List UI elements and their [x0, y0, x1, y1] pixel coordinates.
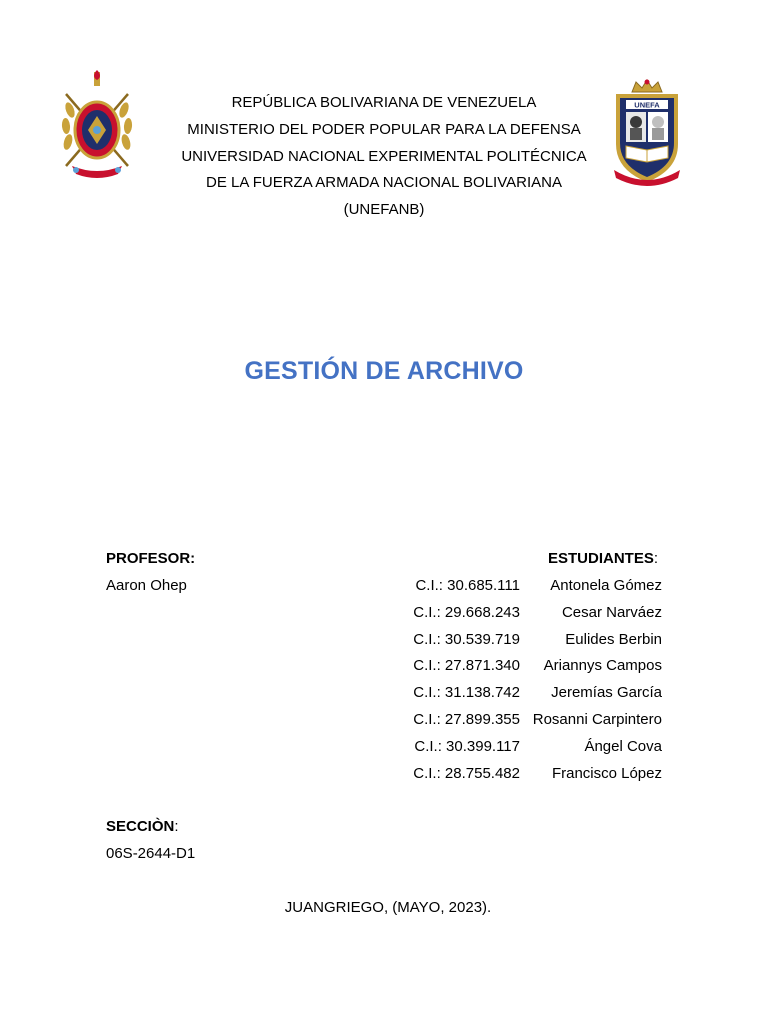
professor-label: PROFESOR: [106, 550, 196, 567]
student-ci: C.I.: 29.668.243 [413, 603, 520, 621]
student-ci: C.I.: 30.539.719 [413, 630, 520, 648]
student-name: Ángel Cova [584, 737, 662, 755]
student-ci: C.I.: 30.685.111 [415, 577, 520, 594]
student-row [380, 604, 662, 631]
document-title: GESTIÓN DE ARCHIVO [244, 357, 524, 385]
student-ci: C.I.: 31.138.742 [413, 684, 520, 702]
student-name: Ariannys Campos [543, 657, 662, 675]
student-ci: C.I.: 27.871.340 [413, 657, 520, 675]
unefa-shield-logo [608, 78, 686, 190]
student-row [380, 631, 662, 658]
student-row [380, 684, 662, 711]
student-row [380, 657, 662, 684]
student-row [380, 711, 662, 738]
institution-header [150, 90, 618, 224]
section-label-text: SECCIÒN [106, 818, 175, 835]
student-row [380, 577, 662, 604]
student-name: Jeremías García [551, 684, 662, 702]
student-ci: C.I.: 28.755.482 [413, 764, 520, 782]
student-ci: C.I.: 27.899.355 [413, 710, 520, 728]
students-label [548, 550, 658, 567]
students-list [380, 577, 662, 791]
student-name: Eulides Berbin [565, 630, 662, 648]
section-code: 06S-2644-D1 [106, 845, 196, 862]
students-label-colon: : [653, 550, 658, 567]
student-row [380, 738, 662, 765]
student-name: Francisco López [551, 764, 662, 782]
place-date-footer: JUANGRIEGO, (MAYO, 2023). [284, 899, 492, 916]
student-ci: C.I.: 30.399.117 [414, 737, 520, 755]
header-line-ministry: MINISTERIO DEL PODER POPULAR PARA LA DEFENSA [187, 120, 581, 138]
section-label [106, 818, 179, 835]
header-line-university: UNIVERSIDAD NACIONAL EXPERIMENTAL POLITÉCNICA [181, 147, 587, 165]
unefa-logo-text: UNEFA [634, 100, 660, 110]
header-line-acronym: (UNEFANB) [343, 201, 425, 219]
student-row [380, 765, 662, 792]
armed-forces-emblem [58, 70, 136, 182]
header-line-armed-forces: DE LA FUERZA ARMADA NACIONAL BOLIVARIANA [206, 174, 562, 192]
header-line-republic: REPÚBLICA BOLIVARIANA DE VENEZUELA [231, 94, 537, 111]
students-label-text: ESTUDIANTES [547, 550, 654, 567]
section-label-colon: : [174, 818, 179, 835]
professor-name: Aaron Ohep [106, 577, 187, 594]
student-name: Rosanni Carpintero [532, 710, 662, 728]
student-name: Cesar Narváez [561, 603, 662, 621]
student-name: Antonela Gómez [550, 577, 662, 594]
